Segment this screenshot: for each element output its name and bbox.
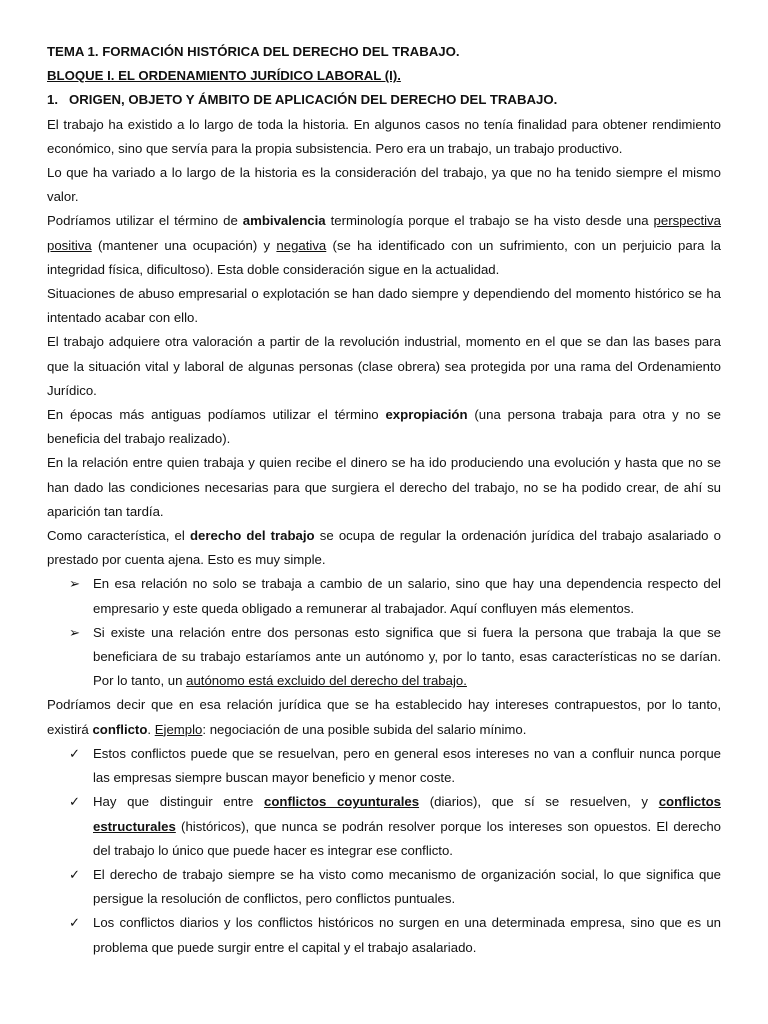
term-derecho-del-trabajo: derecho del trabajo xyxy=(189,528,315,544)
paragraph-6: En épocas más antiguas podíamos utilizar el término expropiación (una persona trabaja para otra y no se beneficia del trabajo realizado). xyxy=(47,407,722,447)
check-list xyxy=(47,742,721,960)
section-heading xyxy=(47,88,721,112)
paragraph-4: Situaciones de abuso empresarial o explotación se han dado siempre y dependiendo del momento histórico se ha intentado acabar con ello. xyxy=(47,286,721,326)
check-bullet-icon: ✓ xyxy=(69,866,81,882)
list-item: ✓ Estos conflictos puede que se resuelvan, pero en general esos intereses no van a confluir nunca porque las empresas siempre buscan mayor beneficio y menor coste. xyxy=(47,742,721,790)
section-title: ORIGEN, OBJETO Y ÁMBITO DE APLICACIÓN DEL DERECHO DEL TRABAJO. xyxy=(69,92,558,108)
list-item: ✓ Hay que distinguir entre conflictos coyunturales (diarios), que sí se resuelven, y conflictos estructurales (históricos), que nunca se podrán resolver porque los intereses son opuestos. El derecho del trabajo lo único que puede hacer es integrar ese conflicto. xyxy=(47,790,721,863)
check-bullet-icon: ✓ xyxy=(69,794,81,810)
list-item: ✓ Los conflictos diarios y los conflictos históricos no surgen en una determinada empresa, sino que es un problema que puede surgir entre el capital y el trabajo asalariado. xyxy=(47,911,721,959)
term-expropiacion: expropiación xyxy=(385,407,468,423)
term-conflictos-coyunturales: conflictos coyunturales xyxy=(264,794,420,810)
paragraph-7: En la relación entre quien trabaja y quien recibe el dinero se ha ido produciendo una evolución y hasta que no se han dado las condiciones necesarias para que surgiera el derecho del trabajo, no se ha podido crear, de ahí su aparición tan tardía. xyxy=(47,455,721,519)
term-ambivalencia: ambivalencia xyxy=(242,213,326,229)
paragraph-1: El trabajo ha existido a lo largo de toda la historia. En algunos casos no tenía finalidad para obtener rendimiento económico, sino que servía para la propia subsistencia. Pero era un trabajo, un trabajo productivo. xyxy=(47,116,721,156)
paragraph-8: Como característica, el derecho del trabajo se ocupa de regular la ordenación jurídica del trabajo asalariado o prestado por cuenta ajena. Esto es muy simple. xyxy=(47,528,721,568)
term-negativa: negativa xyxy=(276,237,327,253)
paragraph-3: Podríamos utilizar el término de ambivalencia terminología porque el trabajo se ha visto desde una perspectiva positiva (mantener una ocupación) y negativa (se ha identificado con un sufrimiento, con un perjuicio para la integridad física, dificultoso). Esta doble consideración sigue en la actualidad. xyxy=(47,213,721,277)
paragraph-9: Podríamos decir que en esa relación jurídica que se ha establecido hay intereses contrapuestos, por lo tanto, existirá conflicto. Ejemplo: negociación de una posible subida del salario mínimo. xyxy=(47,697,721,737)
check-bullet-icon: ✓ xyxy=(69,915,81,931)
paragraph-2: Lo que ha variado a lo largo de la historia es la consideración del trabajo, ya que no ha tenido siempre el mismo valor. xyxy=(47,165,721,205)
list-item: ➢ Si existe una relación entre dos personas esto significa que si fuera la persona que trabaja la que se beneficiara de su trabajo estaríamos ante un autónomo y, por lo tanto, esas características no se darían. Por lo tanto, un autónomo está excluido del derecho del trabajo. xyxy=(47,621,721,694)
arrow-bullet-icon: ➢ xyxy=(69,576,81,592)
check-bullet-icon: ✓ xyxy=(69,745,81,761)
term-conflictos-estructurales: conflictos estructurales xyxy=(93,794,721,834)
example-label: Ejemplo xyxy=(154,721,203,737)
arrow-bullet-icon: ➢ xyxy=(69,624,81,640)
list-item: ➢ En esa relación no solo se trabaja a cambio de un salario, sino que hay una dependencia respecto del empresario y este queda obligado a remunerar al trabajador. Aquí confluyen más elementos. xyxy=(47,572,721,620)
term-conflicto: conflicto xyxy=(92,721,148,737)
list-item: ✓ El derecho de trabajo siempre se ha visto como mecanismo de organización social, lo que significa que persigue la resolución de conflictos, pero conflictos puntuales. xyxy=(47,863,721,911)
document-title: TEMA 1. FORMACIÓN HISTÓRICA DEL DERECHO DEL TRABAJO. xyxy=(47,44,460,59)
block-title: BLOQUE I. EL ORDENAMIENTO JURÍDICO LABORAL (I). xyxy=(47,68,401,84)
arrow-list xyxy=(47,572,721,693)
paragraph-5: El trabajo adquiere otra valoración a partir de la revolución industrial, momento en el que se dan las bases para que la situación vital y laboral de algunas personas (clase obrera) sea protegida por una rama del Ordenamiento Jurídico. xyxy=(47,334,721,398)
section-number: 1. xyxy=(47,92,58,108)
term-perspectiva-positiva: perspectiva positiva xyxy=(47,213,721,253)
term-autonomo-excluido: autónomo está excluido del derecho del trabajo. xyxy=(186,673,467,689)
